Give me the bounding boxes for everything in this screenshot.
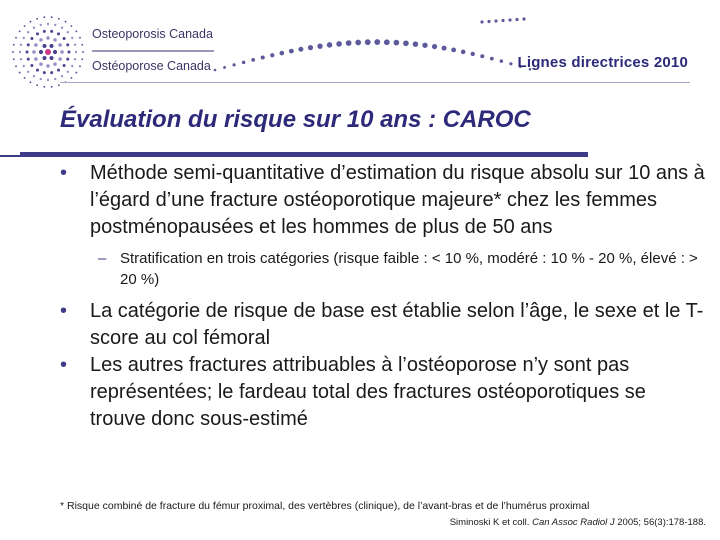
guidelines-tag: Lignes directrices 2010 bbox=[517, 54, 688, 71]
bullet-method: • Méthode semi-quantitative d’estimation du risque absolu sur 10 ans à l’égard d’une fracture ostéoporotique majeure* chez les femmes postménopausées et les hommes de plus de 50 ans bbox=[60, 160, 705, 241]
arc-dot bbox=[471, 52, 475, 56]
citation-journal: Can Assoc Radiol J bbox=[532, 517, 615, 528]
arc-dot bbox=[515, 18, 518, 21]
arc-dot bbox=[487, 20, 490, 23]
arc-dot bbox=[232, 63, 235, 66]
title-underline-left bbox=[0, 155, 30, 157]
arc-dot bbox=[336, 41, 342, 47]
arc-dot bbox=[346, 40, 352, 46]
arc-dot bbox=[509, 62, 512, 65]
title-underline bbox=[20, 152, 588, 157]
arc-dot bbox=[442, 46, 447, 51]
arc-dot bbox=[480, 54, 484, 58]
sub-bullet-stratification: – Stratification en trois catégories (risque faible : < 10 %, modéré : 10 % - 20 %, élevé : > 20 %) bbox=[60, 248, 705, 290]
arc-dot bbox=[394, 40, 400, 46]
arc-dot bbox=[501, 19, 504, 22]
arc-dot bbox=[261, 55, 265, 59]
arc-dot bbox=[308, 45, 313, 50]
arc-dot bbox=[522, 17, 525, 20]
arc-dot bbox=[355, 40, 361, 46]
brand-name-fr: Ostéoporose Canada bbox=[92, 59, 211, 73]
arc-dot bbox=[480, 20, 483, 23]
arc-dot bbox=[327, 42, 333, 48]
arc-dot bbox=[374, 39, 380, 45]
arc-dot bbox=[490, 57, 494, 61]
arc-dot bbox=[251, 58, 255, 62]
arc-dot bbox=[298, 47, 303, 52]
bullet-risk-category: • La catégorie de risque de base est établie selon l’âge, le sexe et le T-score au col fémoral bbox=[60, 298, 705, 352]
arc-dot bbox=[242, 61, 246, 65]
arc-dot bbox=[413, 41, 419, 47]
arc-dot bbox=[461, 50, 466, 55]
bullet-other-fractures: • Les autres fractures attribuables à l’ostéoporose n’y sont pas représentées; le fardeau total des fractures ostéoporotiques se trouve donc sous-estimé bbox=[60, 352, 705, 433]
citation-details: 2005; 56(3):178-188. bbox=[614, 517, 706, 528]
citation-author: Siminoski K et coll. bbox=[449, 517, 530, 528]
arc-dot bbox=[289, 49, 294, 54]
header-divider bbox=[60, 82, 690, 83]
arc-dot bbox=[280, 51, 285, 56]
arc-dot bbox=[500, 59, 504, 63]
arc-dot bbox=[422, 43, 427, 48]
arc-dot bbox=[403, 40, 409, 46]
arc-dot bbox=[270, 53, 274, 57]
slide-content bbox=[60, 160, 705, 433]
arc-dot bbox=[384, 39, 390, 45]
arc-dot bbox=[451, 47, 456, 52]
citation bbox=[450, 517, 706, 528]
arc-dot bbox=[508, 18, 511, 21]
arc-dot bbox=[365, 39, 371, 45]
decorative-dotted-arc bbox=[0, 0, 720, 100]
arc-dot bbox=[223, 66, 226, 69]
footnote: * Risque combiné de fracture du fémur proximal, des vertèbres (clinique), de l’avant-bras et de l’humérus proximal bbox=[60, 500, 590, 512]
arc-dot bbox=[432, 44, 437, 49]
slide-title: Évaluation du risque sur 10 ans : CAROC bbox=[60, 106, 531, 133]
arc-dot bbox=[214, 69, 217, 72]
arc-dot bbox=[494, 19, 497, 22]
brand-name-en: Osteoporosis Canada bbox=[92, 27, 213, 41]
arc-dot bbox=[317, 43, 322, 48]
